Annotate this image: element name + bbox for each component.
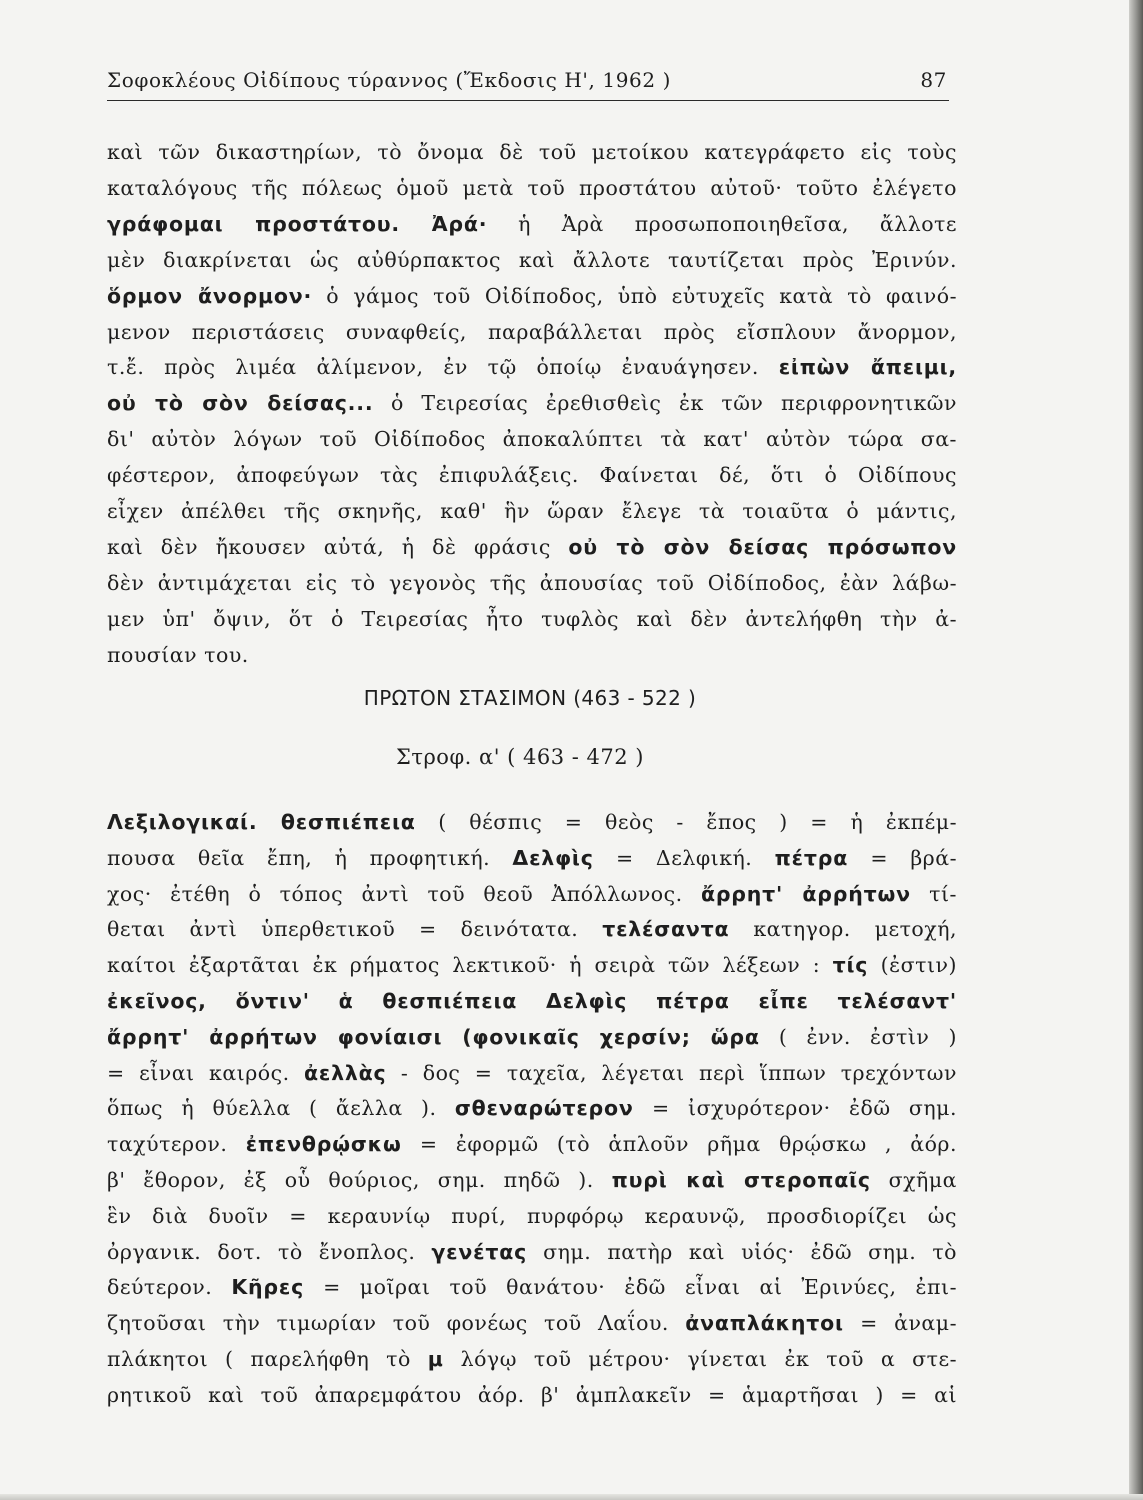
text-run: ( ἐνν. ἐστὶν )	[759, 1024, 957, 1049]
text-run: δι' αὐτὸν λόγων τοῦ Οἰδίποδος ἀποκαλύπτει τὰ κατ' αὐτὸν τώρα σα-	[107, 427, 957, 452]
section-heading: ΠΡΩΤΟΝ ΣΤΑΣΙΜΟΝ (463 - 522 )	[363, 686, 697, 710]
bold-term: πυρὶ καὶ στεροπαῖς	[611, 1168, 871, 1192]
text-line	[107, 919, 957, 940]
text-run: δὲν ἀντιμάχεται εἰς τὸ γεγονὸς τῆς ἀπουσίας τοῦ Οἰδίποδος, ἐὰν λάβω-	[107, 570, 957, 595]
text-run: ὀργανικ. δοτ. τὸ ἔνοπλος.	[107, 1239, 432, 1264]
text-line	[107, 211, 957, 236]
text-line	[107, 319, 957, 344]
text-run: ἓν διὰ δυοῖν = κεραυνίῳ πυρί, πυρφόρῳ κεραυνῷ, προσδιορίζει ὡς	[107, 1203, 957, 1228]
text-run: ζητοῦσαι τὴν τιμωρίαν τοῦ φονέως τοῦ Λαΐου.	[107, 1311, 686, 1336]
text-run: = εἶναι καιρός.	[107, 1060, 304, 1085]
bold-term: Κῆρες	[231, 1275, 305, 1300]
text-line	[107, 812, 957, 833]
bold-term: ἀναπλάκητοι	[685, 1311, 844, 1336]
bold-term: Δελφὶς	[512, 845, 594, 870]
text-line	[107, 1170, 957, 1191]
text-run: = μοῖραι τοῦ θανάτου· ἐδῶ εἶναι αἱ Ἐρινύες, ἐπι-	[304, 1275, 957, 1300]
text-line	[107, 606, 957, 631]
text-run: ὁ Τειρεσίας ἐρεθισθεὶς ἐκ τῶν περιφρονητικῶν	[373, 391, 957, 416]
text-run: = Δελφική.	[593, 845, 775, 870]
text-run: μεν ὑπ' ὄψιν, ὅτ ὁ Τειρεσίας ἦτο τυφλὸς καὶ δὲν ἀντελήφθη τὴν ἀ-	[107, 606, 957, 631]
text-line	[107, 429, 957, 450]
text-run: ( θέσπις = θεὸς - ἔπος ) = ἡ ἐκπέμ-	[415, 810, 957, 834]
header-rule	[107, 100, 949, 101]
text-run: μὲν διακρίνεται ὡς αὐθύρπακτος καὶ ἄλλοτε ταυτίζεται πρὸς Ἐρινύν.	[107, 247, 957, 272]
text-line	[107, 465, 957, 486]
text-line	[107, 1060, 957, 1085]
text-run: ταχύτερον.	[107, 1132, 246, 1157]
text-run: ρητικοῦ καὶ τοῦ ἀπαρεμφάτου ἀόρ. β' ἀμπλακεῖν = ἁμαρτῆσαι ) = αἱ	[107, 1382, 957, 1407]
bold-term: ἐπενθρῴσκω	[245, 1132, 402, 1157]
text-run: πουσίαν του.	[107, 642, 249, 667]
bold-term: οὐ τὸ σὸν δείσας...	[107, 391, 374, 416]
strophe-heading: Στροφ. α' ( 463 - 472 )	[396, 745, 644, 769]
text-line	[107, 1098, 957, 1119]
text-line	[107, 642, 249, 667]
bold-term: ἀελλὰς	[304, 1060, 387, 1085]
text-run: καὶ τῶν δικαστηρίων, τὸ ὄνομα δὲ τοῦ μετοίκου κατεγράφετο εἰς τοὺς	[107, 140, 957, 164]
bold-term: γενέτας	[431, 1239, 528, 1264]
text-run: = ἀναμ-	[843, 1311, 957, 1336]
text-run: φέστερον, ἀποφεύγων τὰς ἐπιφυλάξεις. Φαίνεται δέ, ὅτι ὁ Οἰδίπους	[107, 463, 957, 488]
text-line	[107, 1024, 957, 1049]
bold-term: μ	[427, 1347, 444, 1371]
text-line	[107, 1313, 957, 1334]
text-run: θεται ἀντὶ ὑπερθετικοῦ = δεινότατα.	[107, 917, 603, 942]
text-run: ἡ Ἀρὰ προσωποποιηθεῖσα, ἄλλοτε	[487, 211, 957, 236]
text-run: (ἐστιν)	[868, 953, 958, 978]
text-run: πουσα θεῖα ἔπη, ἡ προφητική.	[107, 845, 513, 870]
text-run: χος· ἐτέθη ὁ τόπος ἀντὶ τοῦ θεοῦ Ἀπόλλωνος.	[107, 881, 701, 906]
text-line	[107, 247, 957, 272]
running-header	[107, 68, 947, 92]
text-run: δεύτερον.	[107, 1275, 232, 1300]
bold-term: γράφομαι προστάτου. Ἀρά·	[107, 211, 488, 236]
text-run: ὁ γάμος τοῦ Οἰδίποδος, ὑπὸ εὐτυχεῖς κατὰ τὸ φαινό-	[312, 283, 958, 308]
text-line	[107, 283, 958, 308]
bold-term: πέτρα	[774, 845, 849, 870]
text-run: τί-	[910, 881, 957, 906]
text-line	[107, 570, 957, 595]
text-line	[107, 991, 957, 1012]
page-number: 87	[920, 68, 947, 92]
text-line	[107, 501, 957, 522]
text-line	[107, 393, 957, 414]
page-edge-shadow	[1129, 0, 1143, 1500]
bold-term: ἐκεῖνος, ὅντιν' ἁ θεσπιέπεια Δελφὶς πέτρα εἶπε τελέσαντ'	[107, 989, 957, 1013]
text-run: σημ. πατὴρ καὶ υἱός· ἐδῶ σημ. τὸ	[527, 1239, 957, 1264]
text-run: εἶχεν ἀπέλθει τῆς σκηνῆς, καθ' ἣν ὥραν ἔλεγε τὰ τοιαῦτα ὁ μάντις,	[107, 499, 957, 523]
bold-term: τίς	[832, 953, 869, 978]
text-run: = βρά-	[848, 845, 957, 870]
text-line	[107, 175, 957, 200]
bold-term: Λεξιλογικαί. θεσπιέπεια	[107, 810, 416, 834]
text-run: μενον περιστάσεις συναφθείς, παραβάλλεται πρὸς εἴσπλουν ἄνορμον,	[107, 319, 957, 344]
text-line	[107, 534, 958, 559]
bold-term: τελέσαντα	[602, 917, 730, 942]
text-line	[107, 1134, 957, 1155]
text-run: τ.ἔ. πρὸς λιμέα ἀλίμενον, ἐν τῷ ὁποίῳ ἐναυάγησεν.	[107, 355, 779, 380]
text-run: καὶ δὲν ἤκουσεν αὐτά, ἡ δὲ φράσις	[107, 534, 569, 559]
text-run: - δος = ταχεῖα, λέγεται περὶ ἵππων τρεχόντων	[386, 1060, 957, 1085]
bold-term: σθεναρώτερον	[454, 1096, 634, 1121]
bold-term: εἰπὼν ἄπειμι,	[778, 355, 957, 380]
page-bottom-edge	[0, 1494, 1143, 1500]
bold-term: ὅρμον ἄνορμον·	[107, 283, 313, 308]
text-line	[107, 357, 957, 378]
bold-term: ἄρρητ' ἀρρήτων φονίαισι (φονικαῖς χερσίν; ὥρα	[107, 1024, 760, 1049]
text-run: καταλόγους τῆς πόλεως ὁμοῦ μετὰ τοῦ προστάτου αὐτοῦ· τοῦτο ἐλέγετο	[107, 175, 957, 200]
text-line	[107, 1277, 957, 1298]
bold-term: οὐ τὸ σὸν δείσας πρόσωπον	[568, 534, 958, 559]
text-line	[107, 142, 957, 163]
text-run: λόγῳ τοῦ μέτρου· γίνεται ἐκ τοῦ α στε-	[443, 1347, 957, 1371]
text-run: πλάκητοι ( παρελήφθη τὸ	[107, 1347, 428, 1371]
text-line	[107, 881, 957, 906]
text-run: = ἐφορμῶ (τὸ ἁπλοῦν ρῆμα θρῴσκω , ἀόρ.	[401, 1132, 957, 1157]
text-line	[107, 955, 957, 976]
text-line	[107, 1382, 957, 1407]
text-run: καίτοι ἐξαρτᾶται ἐκ ρήματος λεκτικοῦ· ἡ σειρὰ τῶν λέξεων :	[107, 953, 833, 978]
text-run: σχῆμα	[870, 1168, 957, 1192]
text-run: κατηγορ. μετοχή,	[729, 917, 957, 942]
bold-term: ἄρρητ' ἀρρήτων	[700, 881, 911, 906]
text-line	[107, 1203, 957, 1228]
text-line	[107, 1349, 957, 1370]
text-run: ὅπως ἡ θύελλα ( ἄελλα ).	[107, 1096, 455, 1121]
running-title: Σοφοκλέους Οἰδίπους τύραννος (Ἔκδοσις Η', 1962 )	[107, 68, 672, 92]
text-line	[107, 1239, 957, 1264]
text-run: β' ἔθορον, ἐξ οὗ θούριος, σημ. πηδῶ ).	[107, 1168, 612, 1192]
text-run: = ἰσχυρότερον· ἐδῶ σημ.	[633, 1096, 958, 1121]
text-line	[107, 845, 957, 870]
